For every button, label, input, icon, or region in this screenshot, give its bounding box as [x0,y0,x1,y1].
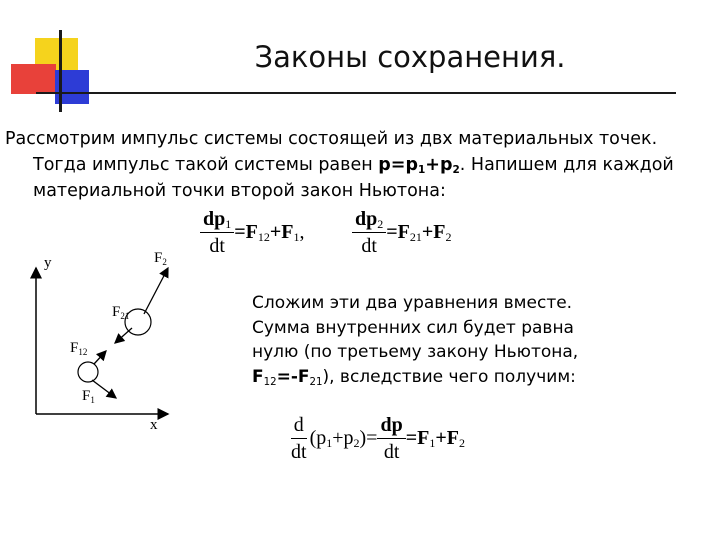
numerator-text: dp [355,208,378,230]
label-text: F [154,250,163,266]
middle-term: )= [359,427,378,449]
fraction-numerator [377,412,405,439]
fraction-d-dt [288,412,310,465]
intro-text: Тогда импульс такой системы равен [33,155,379,175]
subscript: 2 [353,436,360,450]
formula-p [378,155,460,175]
equation-rhs [406,427,465,449]
rhs-term: =F [386,221,410,243]
intro-text: . Напишем для каждой [459,155,674,175]
subscript: 21 [409,230,422,244]
rhs-term: +F [421,221,446,243]
force-f21-arrow [115,328,132,343]
formula-minus-f: =-F [276,366,310,387]
fraction-numerator [352,206,386,233]
subscript: 1 [326,436,333,450]
label-text: F [112,304,121,320]
subscript: 1 [293,230,300,244]
fraction-numerator [200,206,234,233]
label-text: F [70,340,79,356]
subscript: 2 [162,257,167,267]
fraction-numerator: d [291,412,307,439]
subscript: 21 [309,376,323,388]
numerator-text: dp [380,414,403,436]
force-diagram [28,250,258,450]
subscript: 2 [458,436,465,450]
side-line-2: Сумма внутренних сил будет равна [252,317,574,338]
fraction-denominator: dt [209,235,225,257]
equation-3 [288,412,465,465]
subscript: 1 [429,436,436,450]
numerator-text: dp [203,208,226,230]
deco-horizontal-line [36,92,676,94]
rhs-term: +F [435,427,459,449]
force-f12-arrow [94,351,106,364]
force-f1-label [82,388,95,405]
deco-vertical-line [59,30,62,112]
intro-line-2 [5,152,705,178]
subscript: 12 [263,376,277,388]
particle-1 [78,362,98,382]
middle-term: (p [309,427,327,449]
force-f2-arrow [144,268,168,314]
fraction-dp2-dt [352,206,386,259]
side-paragraph [252,291,612,389]
subscript: 1 [417,164,426,176]
equation-rhs [386,221,451,243]
label-text: F [82,388,91,404]
intro-line-1: Рассмотрим импульс системы состоящей из двх материальных точек. [5,129,658,149]
middle-term: +p [332,427,354,449]
rhs-term: +F [269,221,294,243]
side-line-1: Сложим эти два уравнения вместе. [252,293,573,313]
equation-2 [352,206,452,259]
subscript: 21 [120,311,130,321]
rhs-term: =F [405,427,430,449]
subscript: 2 [452,164,460,176]
intro-line-3: материальной точки второй закон Ньютона: [33,181,446,201]
subscript: 12 [257,230,270,244]
force-f21-label [112,304,129,321]
force-f2-label [154,250,167,267]
formula-plus-p: +p [425,155,453,175]
subscript: 12 [78,347,88,357]
formula-p-text: p=p [378,155,418,175]
axis-y-label: y [44,255,52,271]
equation-rhs [234,221,304,243]
side-line-3: нулю (по третьему закону Ньютона, [252,342,579,362]
equation-middle [310,427,378,449]
force-f12-label [70,340,87,357]
subscript: 1 [225,217,232,231]
fraction-denominator: dt [291,441,307,463]
deco-red-square [11,64,56,94]
subscript: 2 [377,217,384,231]
comma: , [299,221,305,243]
side-line-4 [252,365,612,390]
subscript: 1 [90,395,95,405]
force-f1-arrow [92,380,116,398]
fraction-denominator: dt [361,235,377,257]
fraction-dp-dt [377,412,405,465]
subscript: 2 [445,230,452,244]
side-text: ), вследствие чего получим: [322,366,576,387]
intro-paragraph [5,126,705,204]
fraction-denominator: dt [383,441,400,463]
page-title: Законы сохранения. [254,40,566,74]
axis-x-label: x [150,417,158,433]
formula-f: F [252,366,264,387]
rhs-term: =F [234,221,258,243]
